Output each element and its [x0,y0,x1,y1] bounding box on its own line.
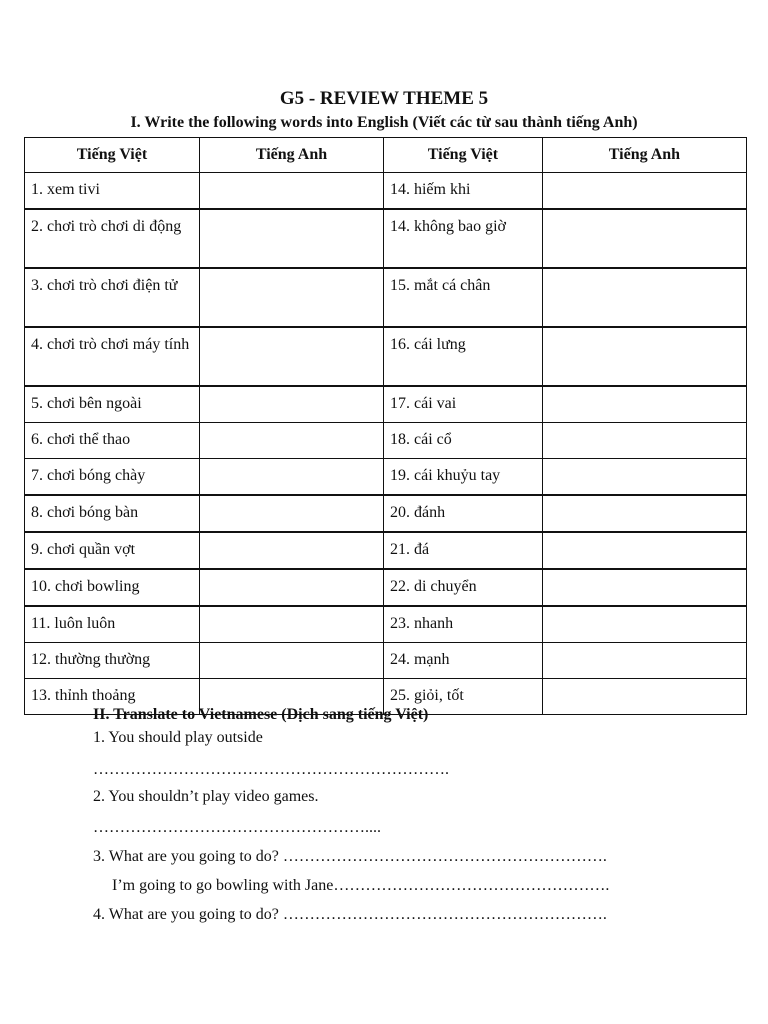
table-row [25,209,747,268]
vietnamese-word: 13. thỉnh thoảng [25,679,200,715]
table-row [25,606,747,643]
vietnamese-word: 14. hiếm khi [383,173,542,210]
english-answer-cell[interactable] [199,532,383,569]
table-row [25,327,747,386]
table-row [25,643,747,679]
table-row [25,423,747,459]
english-answer-cell[interactable] [542,423,746,459]
table-row [25,495,747,532]
vietnamese-word: 6. chơi thể thao [25,423,200,459]
page-title: G5 - REVIEW THEME 5 [279,88,489,109]
question-1: 1. You should play outside [93,729,263,746]
english-answer-cell[interactable] [199,606,383,643]
english-answer-cell[interactable] [199,173,383,210]
english-answer-cell[interactable] [199,209,383,268]
english-answer-cell[interactable] [199,268,383,327]
vietnamese-word: 22. di chuyển [383,569,542,606]
vietnamese-word: 19. cái khuỷu tay [383,459,542,496]
vietnamese-word: 2. chơi trò chơi di động [25,209,200,268]
section-2-title: II. Translate to Vietnamese (Dịch sang tiếng Việt) [93,706,429,723]
question-3-answer-line: I’m going to go bowling with Jane……………………………………………. [112,877,610,894]
vietnamese-word: 23. nhanh [383,606,542,643]
vietnamese-word: 17. cái vai [383,386,542,423]
vietnamese-word: 7. chơi bóng chày [25,459,200,496]
english-answer-cell[interactable] [542,532,746,569]
header-english-right: Tiếng Anh [542,138,746,173]
english-answer-cell[interactable] [199,386,383,423]
vietnamese-word: 20. đánh [383,495,542,532]
vietnamese-word: 25. giỏi, tốt [383,679,542,715]
table-row [25,569,747,606]
table-row [25,532,747,569]
english-answer-cell[interactable] [199,459,383,496]
english-answer-cell[interactable] [199,569,383,606]
english-answer-cell[interactable] [542,173,746,210]
english-answer-cell[interactable] [199,423,383,459]
vietnamese-word: 4. chơi trò chơi máy tính [25,327,200,386]
answer-line-1[interactable]: …………………………………………………………. [93,761,449,778]
vietnamese-word: 15. mắt cá chân [383,268,542,327]
vietnamese-word: 12. thường thường [25,643,200,679]
section-1-title: I. Write the following words into English (Viết các từ sau thành tiếng Anh) [130,114,638,131]
header-vietnamese-right: Tiếng Việt [383,138,542,173]
vietnamese-word: 5. chơi bên ngoài [25,386,200,423]
vietnamese-word: 14. không bao giờ [383,209,542,268]
vietnamese-word: 24. mạnh [383,643,542,679]
vietnamese-word: 18. cái cổ [383,423,542,459]
english-answer-cell[interactable] [199,643,383,679]
header-english-left: Tiếng Anh [199,138,383,173]
table-row [25,268,747,327]
table-header-row [25,138,747,173]
vietnamese-word: 1. xem tivi [25,173,200,210]
table-row [25,459,747,496]
question-3: 3. What are you going to do? ……………………………………………………. [93,848,607,865]
vietnamese-word: 9. chơi quần vợt [25,532,200,569]
vocabulary-table [24,137,747,715]
vietnamese-word: 8. chơi bóng bàn [25,495,200,532]
english-answer-cell[interactable] [542,209,746,268]
english-answer-cell[interactable] [542,606,746,643]
vietnamese-word: 11. luôn luôn [25,606,200,643]
vietnamese-word: 21. đá [383,532,542,569]
english-answer-cell[interactable] [542,569,746,606]
english-answer-cell[interactable] [542,386,746,423]
question-2: 2. You shouldn’t play video games. [93,788,319,805]
vietnamese-word: 3. chơi trò chơi điện tử [25,268,200,327]
vietnamese-word: 16. cái lưng [383,327,542,386]
header-vietnamese-left: Tiếng Việt [25,138,200,173]
vietnamese-word: 10. chơi bowling [25,569,200,606]
english-answer-cell[interactable] [542,268,746,327]
question-4: 4. What are you going to do? ……………………………………………………. [93,906,607,923]
table-row [25,386,747,423]
answer-line-2[interactable]: …………………………………………….... [93,819,381,836]
table-row [25,173,747,210]
english-answer-cell[interactable] [542,459,746,496]
english-answer-cell[interactable] [542,643,746,679]
english-answer-cell[interactable] [542,495,746,532]
english-answer-cell[interactable] [542,679,746,715]
english-answer-cell[interactable] [542,327,746,386]
english-answer-cell[interactable] [199,327,383,386]
english-answer-cell[interactable] [199,495,383,532]
